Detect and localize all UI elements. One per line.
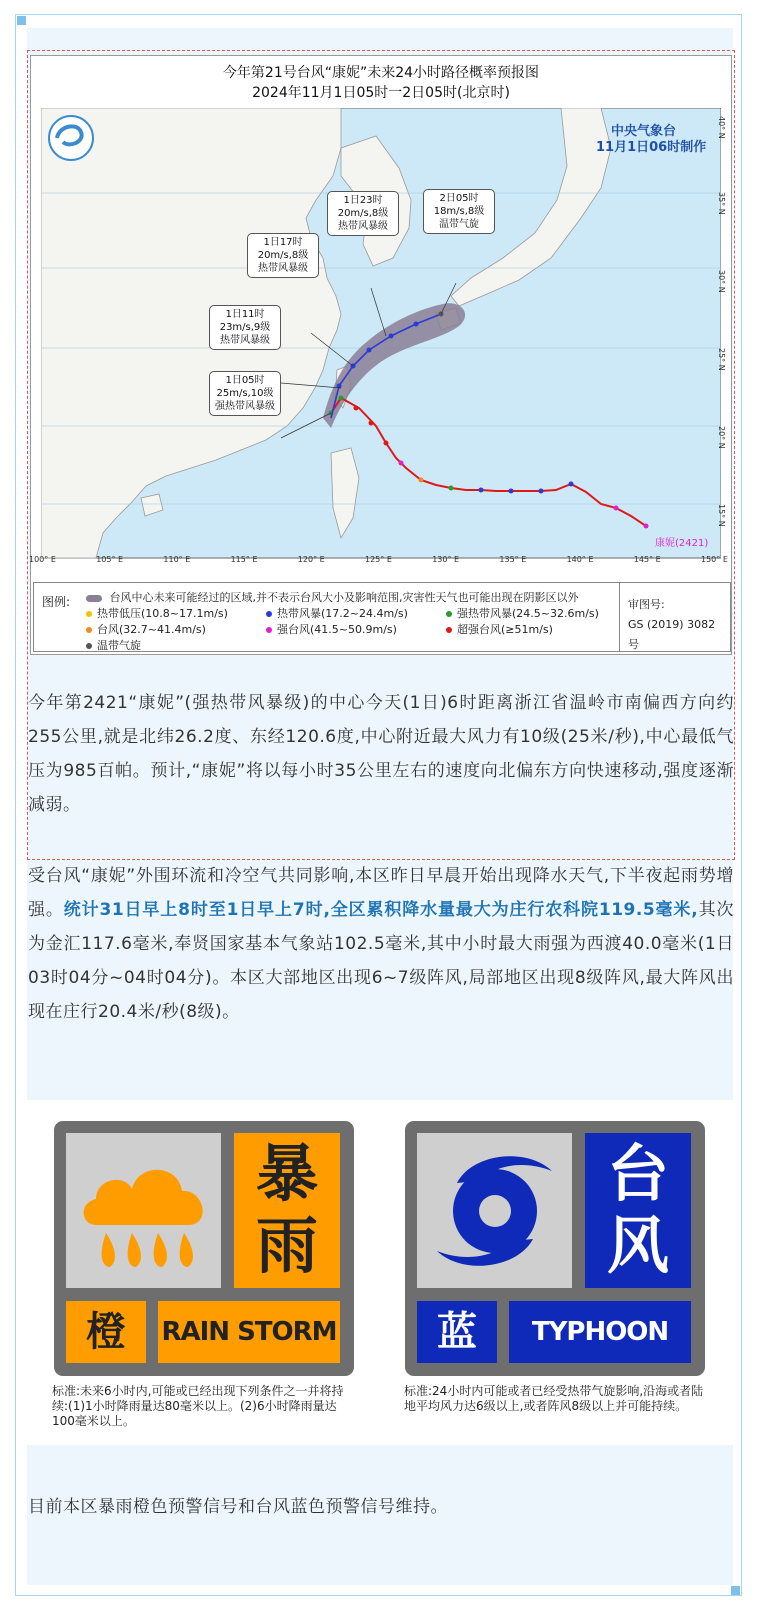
review-value: GS (2019) 3082号 xyxy=(628,618,716,651)
forecast-info-box xyxy=(247,233,319,278)
legend-title: 图例: xyxy=(42,595,71,609)
forecast-info-line: 20m/s,8级 xyxy=(257,250,309,261)
typhoon-english: TYPHOON xyxy=(531,1317,669,1347)
legend-item-text: 强台风(41.5~50.9m/s) xyxy=(277,623,397,636)
agency-label: 中央气象台 xyxy=(611,124,677,139)
forecast-info-line: 热带风暴级 xyxy=(338,221,388,232)
legend-item xyxy=(266,605,408,621)
typhoon-name-label: 康妮(2421) xyxy=(655,538,709,549)
legend-dot-icon xyxy=(266,627,272,633)
legend-dot-icon xyxy=(86,627,92,633)
rainstorm-char-1: 暴 xyxy=(255,1137,318,1210)
typhoon-icon xyxy=(417,1133,572,1288)
rainstorm-english: RAIN STORM xyxy=(161,1317,337,1347)
legend-item-text: 热带风暴(17.2~24.4m/s) xyxy=(277,607,408,620)
legend-dot-icon xyxy=(266,611,272,617)
rainfall-details: 其次为金汇117.6毫米,奉贤国家基本气象站102.5毫米,其中小时最大雨强为西渡40.0毫米(1日03时04分~04时04分)。本区大部地区出现6~7级阵风,局部地区出现8级阵风,最大阵风出现在庄行20.4米/秒(8级)。 xyxy=(28,900,734,1022)
typhoon-level-tile xyxy=(417,1301,497,1363)
legend-dot-icon xyxy=(446,611,452,617)
rainfall-paragraph xyxy=(28,859,734,1029)
typhoon-english-tile xyxy=(509,1301,691,1363)
forecast-info-line: 1日11时 xyxy=(225,309,265,320)
legend-item-text: 温带气旋 xyxy=(97,639,141,652)
forecast-info-line: 1日17时 xyxy=(263,237,303,248)
legend-cone-text: 台风中心未来可能经过的区域,并不表示台风大小及影响范围,灾害性天气也可能出现在阴影区以外 xyxy=(109,591,579,604)
typhoon-title-tile xyxy=(585,1133,691,1288)
forecast-info-line: 热带风暴级 xyxy=(258,263,308,274)
lon-tick-label: 100° E xyxy=(29,555,56,564)
lat-tick-label: 30° N xyxy=(717,270,726,293)
rainstorm-title-tile xyxy=(234,1133,340,1288)
typhoon-status-paragraph: 今年第2421“康妮”(强热带风暴级)的中心今天(1日)6时距离浙江省温岭市南偏西方向约255公里,就是北纬26.2度、东经120.6度,中心附近最大风力有10级(25米/秒),中心最低气压为985百帕。预计,“康妮”将以每小时35公里左右的速度向北偏东方向快速移动,强度逐渐减弱。 xyxy=(28,693,734,815)
forecast-info-line: 18m/s,8级 xyxy=(433,206,485,217)
forecast-info-box xyxy=(209,371,281,416)
rain-cloud-icon xyxy=(66,1133,221,1288)
forecast-info-box xyxy=(327,191,399,236)
forecast-info-line: 23m/s,9级 xyxy=(219,322,271,333)
lon-tick-label: 130° E xyxy=(432,555,460,564)
lon-tick-label: 135° E xyxy=(499,555,527,564)
rainstorm-criteria: 标准:未来6小时内,可能或已经出现下列条件之一并将持续:(1)1小时降雨量达80毫米以上。(2)6小时降雨量达100毫米以上。 xyxy=(52,1384,344,1428)
forecast-info-line: 1日05时 xyxy=(225,375,265,386)
map-canvas xyxy=(41,108,721,578)
typhoon-blue-sign xyxy=(405,1121,705,1376)
map-title: 今年第21号台风“康妮”未来24小时路径概率预报图 xyxy=(222,65,540,81)
legend-dot-icon xyxy=(446,627,452,633)
rainstorm-char-2: 雨 xyxy=(255,1209,318,1282)
rainstorm-level: 橙 xyxy=(86,1309,126,1355)
forecast-info-box xyxy=(423,189,495,234)
legend-item-text: 超强台风(≥51m/s) xyxy=(457,623,553,636)
lon-tick-label: 140° E xyxy=(566,555,594,564)
warning-status-text: 目前本区暴雨橙色预警信号和台风蓝色预警信号维持。 xyxy=(28,1497,448,1517)
legend-item xyxy=(446,621,553,637)
legend-item xyxy=(266,621,397,637)
cma-logo-icon xyxy=(49,116,93,160)
legend-dot-icon xyxy=(86,611,92,617)
lon-tick-label: 105° E xyxy=(96,555,124,564)
legend-item xyxy=(446,605,599,621)
forecast-info-line: 温带气旋 xyxy=(439,219,479,230)
rainstorm-level-tile xyxy=(66,1301,146,1363)
map-subtitle: 2024年11月1日05时一2日05时(北京时) xyxy=(252,85,510,101)
legend-item xyxy=(86,621,206,637)
lat-tick-label: 25° N xyxy=(717,348,726,371)
lon-tick-label: 115° E xyxy=(230,555,258,564)
lat-tick-label: 40° N xyxy=(717,116,726,139)
typhoon-criteria: 标准:24小时内可能或者已经受热带气旋影响,沿海或者陆地平均风力达6级以上,或者阵风8级以上并可能持续。 xyxy=(404,1384,704,1413)
rainfall-intro: 受台风“康妮”外围环流和冷空气共同影响,本区昨日早晨开始出现降水天气,下半夜起雨势增强。 xyxy=(28,866,734,920)
made-time-label: 11月1日06时制作 xyxy=(596,140,707,155)
frame-corner xyxy=(17,16,26,25)
lon-tick-label: 150° E xyxy=(701,555,728,564)
rainstorm-orange-sign xyxy=(54,1121,354,1376)
lat-tick-label: 15° N xyxy=(717,504,726,527)
review-label: 审图号: xyxy=(628,598,665,611)
typhoon-forecast-map xyxy=(30,55,732,655)
legend-item xyxy=(86,605,228,621)
forecast-info-line: 1日23时 xyxy=(343,195,383,206)
forecast-info-line: 热带风暴级 xyxy=(220,335,270,346)
lon-tick-label: 110° E xyxy=(163,555,191,564)
legend-cone xyxy=(86,589,579,605)
lat-tick-label: 20° N xyxy=(717,426,726,449)
legend-item xyxy=(86,637,141,653)
forecast-info-line: 强热带风暴级 xyxy=(215,401,275,412)
rainfall-highlight: 统计31日早上8时至1日早上7时,全区累积降水量最大为庄行农科院119.5毫米, xyxy=(63,900,699,920)
forecast-info-box xyxy=(209,305,281,350)
lon-tick-label: 125° E xyxy=(365,555,392,564)
lat-tick-label: 35° N xyxy=(717,192,726,215)
forecast-info-line: 25m/s,10级 xyxy=(216,388,274,399)
frame-corner xyxy=(731,1586,740,1595)
forecast-info-line: 2日05时 xyxy=(439,193,479,204)
rainstorm-english-tile xyxy=(158,1301,340,1363)
review-number xyxy=(619,583,730,651)
forecast-info-line: 20m/s,8级 xyxy=(337,208,389,219)
legend-dot-icon xyxy=(86,643,92,649)
legend-item-text: 热带低压(10.8~17.1m/s) xyxy=(97,607,228,620)
map-legend xyxy=(33,582,731,652)
legend-item-text: 强热带风暴(24.5~32.6m/s) xyxy=(457,607,599,620)
typhoon-char-1: 台 xyxy=(606,1137,669,1210)
lon-tick-label: 120° E xyxy=(297,555,325,564)
typhoon-char-2: 风 xyxy=(606,1209,669,1282)
legend-item-text: 台风(32.7~41.4m/s) xyxy=(97,623,206,636)
lon-tick-label: 145° E xyxy=(633,555,661,564)
typhoon-level: 蓝 xyxy=(437,1309,477,1355)
cone-swatch-icon xyxy=(86,595,102,602)
